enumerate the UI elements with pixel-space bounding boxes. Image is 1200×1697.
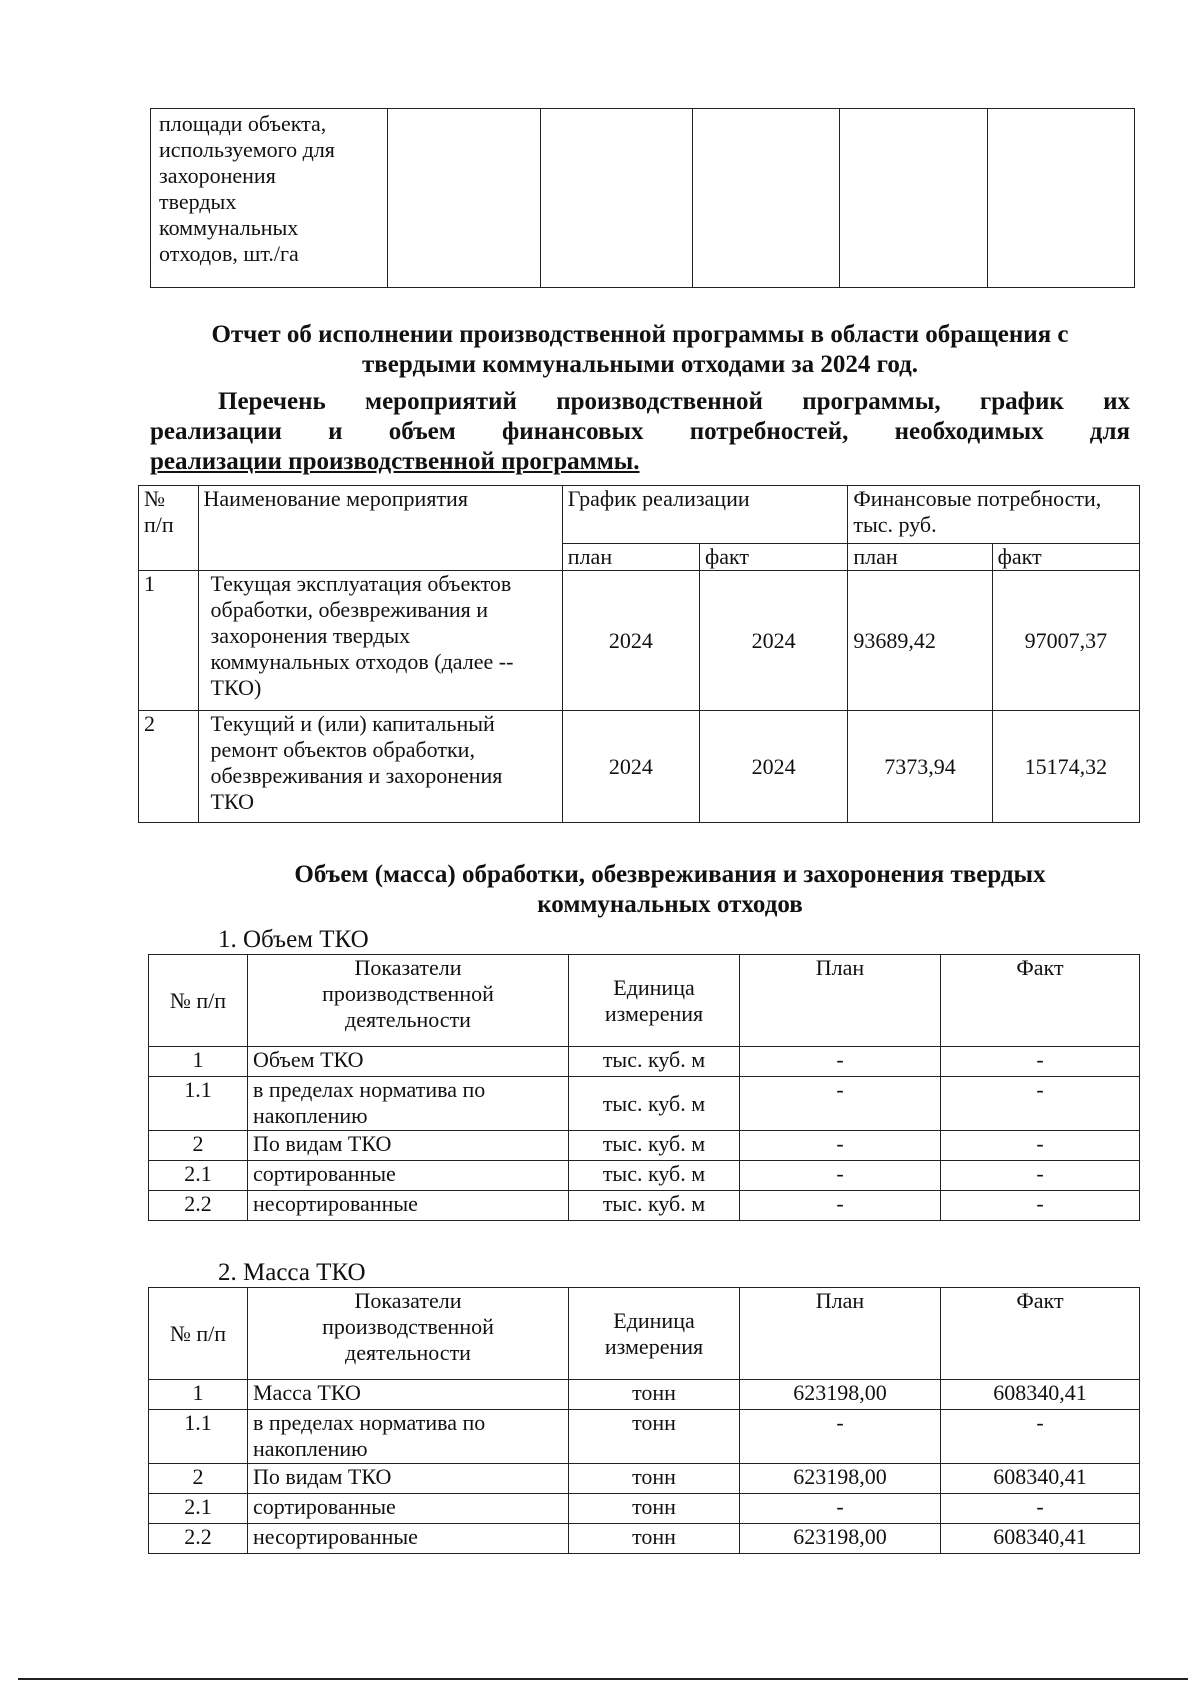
row-plan: - xyxy=(740,1131,941,1161)
row-sched-fact: 2024 xyxy=(700,571,848,711)
row-fin-plan: 93689,42 xyxy=(848,571,992,711)
row-sched-plan: 2024 xyxy=(562,711,699,823)
row-unit: тыс. куб. м xyxy=(569,1077,740,1131)
header-indicator xyxy=(248,1288,569,1380)
row-num: 1.1 xyxy=(149,1077,248,1131)
header-sched-plan: план xyxy=(562,544,699,571)
header-name: Наименование мероприятия xyxy=(198,486,562,571)
row-unit: тыс. куб. м xyxy=(569,1131,740,1161)
table-row xyxy=(149,1161,1140,1191)
row-plan: - xyxy=(740,1077,941,1131)
row-name xyxy=(198,571,562,711)
header-indicator xyxy=(248,955,569,1047)
row-unit: тонн xyxy=(569,1464,740,1494)
fragment-line: площади объекта, xyxy=(159,111,327,136)
row-plan: - xyxy=(740,1410,941,1464)
row-name-line: ТКО xyxy=(210,789,254,814)
report-title-line: твердыми коммунальными отходами за 2024 год. xyxy=(362,351,918,378)
row-unit: тыс. куб. м xyxy=(569,1191,740,1221)
row-name: несортированные xyxy=(248,1191,569,1221)
header-plan: План xyxy=(740,1288,941,1380)
report-title xyxy=(140,320,1140,380)
row-plan: - xyxy=(740,1161,941,1191)
row-num: 2.2 xyxy=(149,1191,248,1221)
report-title-line: Отчет об исполнении производственной программы в области обращения с xyxy=(211,321,1069,348)
header-indicator-line: Показатели xyxy=(354,1288,462,1313)
fragment-empty-cell xyxy=(987,109,1134,288)
header-num: № п/п xyxy=(149,955,248,1047)
row-name-line: Текущая эксплуатация объектов xyxy=(210,571,512,596)
table-row xyxy=(139,711,1140,823)
table-row xyxy=(139,571,1140,711)
row-fact: 608340,41 xyxy=(941,1524,1140,1554)
row-fact: - xyxy=(941,1047,1140,1077)
measures-heading-line: реализации и объем финансовых потребностей, необходимых для xyxy=(150,418,1130,445)
row-fact: 608340,41 xyxy=(941,1380,1140,1410)
row-fact: - xyxy=(941,1494,1140,1524)
row-name-line: обезвреживания и захоронения xyxy=(210,763,503,788)
row-name-line: накоплению xyxy=(253,1436,368,1461)
row-fact: - xyxy=(941,1077,1140,1131)
row-unit: тонн xyxy=(569,1410,740,1464)
header-num xyxy=(139,486,199,571)
table-row xyxy=(149,1464,1140,1494)
row-num: 1.1 xyxy=(149,1410,248,1464)
fragment-empty-cell xyxy=(388,109,540,288)
fragment-line: коммунальных xyxy=(159,215,299,240)
row-unit: тонн xyxy=(569,1524,740,1554)
header-sched-fact: факт xyxy=(700,544,848,571)
measures-heading-line: Перечень мероприятий производственной программы, график их xyxy=(218,388,1130,415)
page-bottom-rule xyxy=(18,1678,1188,1680)
row-plan: 623198,00 xyxy=(740,1464,941,1494)
row-unit: тыс. куб. м xyxy=(569,1161,740,1191)
row-name-line: ремонт объектов обработки, xyxy=(210,737,475,762)
measures-heading-line: реализации производственной программы. xyxy=(150,448,640,475)
header-fin-plan: план xyxy=(848,544,992,571)
mass-subheading: 2. Масса ТКО xyxy=(218,1259,366,1286)
fragment-empty-cell xyxy=(692,109,839,288)
row-fin-plan: 7373,94 xyxy=(848,711,992,823)
fragment-empty-cell xyxy=(540,109,692,288)
volume-title-line: коммунальных отходов xyxy=(537,891,803,918)
row-name-line: накоплению xyxy=(253,1103,368,1128)
table-row xyxy=(149,1380,1140,1410)
table-row xyxy=(149,1191,1140,1221)
header-finance-line: Финансовые потребности, xyxy=(853,486,1102,511)
row-num: 1 xyxy=(139,571,199,711)
table-row xyxy=(149,1047,1140,1077)
fragment-indicator-cell xyxy=(151,109,388,288)
header-num-line: п/п xyxy=(144,512,174,537)
row-plan: - xyxy=(740,1494,941,1524)
row-fin-fact: 15174,32 xyxy=(992,711,1139,823)
fragment-line: захоронения xyxy=(159,163,276,188)
table-row xyxy=(149,1077,1140,1131)
row-name-line: в пределах норматива по xyxy=(253,1410,486,1435)
row-plan: 623198,00 xyxy=(740,1380,941,1410)
fragment-line: используемого для xyxy=(159,137,335,162)
table-row xyxy=(149,1131,1140,1161)
header-unit-line: Единица xyxy=(613,974,695,1000)
measures-table xyxy=(138,485,1140,823)
row-num: 2 xyxy=(149,1464,248,1494)
row-fact: - xyxy=(941,1410,1140,1464)
table-row xyxy=(149,1410,1140,1464)
row-unit: тонн xyxy=(569,1494,740,1524)
header-fact: Факт xyxy=(941,1288,1140,1380)
row-name: По видам ТКО xyxy=(248,1464,569,1494)
volume-subheading: 1. Объем ТКО xyxy=(218,926,369,953)
row-fin-fact: 97007,37 xyxy=(992,571,1139,711)
header-indicator-line: производственной xyxy=(322,981,494,1006)
header-finance-line: тыс. руб. xyxy=(853,512,937,537)
row-name xyxy=(248,1077,569,1131)
volume-title-line: Объем (масса) обработки, обезвреживания и захоронения твердых xyxy=(294,861,1046,888)
row-sched-plan: 2024 xyxy=(562,571,699,711)
header-fact: Факт xyxy=(941,955,1140,1047)
row-num: 2.1 xyxy=(149,1494,248,1524)
row-num: 2.2 xyxy=(149,1524,248,1554)
header-indicator-line: деятельности xyxy=(345,1007,471,1032)
fragment-line: отходов, шт./га xyxy=(159,241,299,266)
row-name: Масса ТКО xyxy=(248,1380,569,1410)
row-num: 2 xyxy=(149,1131,248,1161)
row-name xyxy=(198,711,562,823)
volume-section-title xyxy=(210,860,1130,920)
table-row xyxy=(149,1494,1140,1524)
header-unit xyxy=(569,955,740,1047)
row-name xyxy=(248,1410,569,1464)
row-name-line: Текущий и (или) капитальный xyxy=(210,711,495,736)
row-name: Объем ТКО xyxy=(248,1047,569,1077)
row-fact: 608340,41 xyxy=(941,1464,1140,1494)
row-num: 2 xyxy=(139,711,199,823)
header-unit-line: измерения xyxy=(604,1333,704,1359)
measures-list-heading xyxy=(150,387,1130,477)
row-name-line: обработки, обезвреживания и xyxy=(210,597,489,622)
header-schedule: График реализации xyxy=(562,486,848,544)
table-row xyxy=(149,1524,1140,1554)
row-num: 1 xyxy=(149,1047,248,1077)
header-unit-line: измерения xyxy=(604,1000,704,1026)
header-unit xyxy=(569,1288,740,1380)
row-fact: - xyxy=(941,1161,1140,1191)
header-indicator-line: производственной xyxy=(322,1314,494,1339)
row-name: сортированные xyxy=(248,1161,569,1191)
fragment-line: твердых xyxy=(159,189,237,214)
row-plan: - xyxy=(740,1191,941,1221)
header-fin-fact: факт xyxy=(992,544,1139,571)
row-unit: тонн xyxy=(569,1380,740,1410)
header-finance xyxy=(848,486,1140,544)
row-fact: - xyxy=(941,1131,1140,1161)
row-name-line: коммунальных отходов (далее -- xyxy=(210,649,514,674)
row-name-line: ТКО) xyxy=(210,675,262,700)
volume-table xyxy=(148,954,1140,1221)
continued-table-fragment xyxy=(150,108,1135,288)
row-num: 1 xyxy=(149,1380,248,1410)
header-num-line: № xyxy=(144,486,165,511)
row-num: 2.1 xyxy=(149,1161,248,1191)
row-unit: тыс. куб. м xyxy=(569,1047,740,1077)
row-fact: - xyxy=(941,1191,1140,1221)
row-name-line: захоронения твердых xyxy=(210,623,411,648)
row-plan: 623198,00 xyxy=(740,1524,941,1554)
fragment-empty-cell xyxy=(840,109,987,288)
row-name-line: в пределах норматива по xyxy=(253,1077,486,1102)
row-name: сортированные xyxy=(248,1494,569,1524)
row-plan: - xyxy=(740,1047,941,1077)
header-unit-line: Единица xyxy=(613,1307,695,1333)
header-plan: План xyxy=(740,955,941,1047)
row-sched-fact: 2024 xyxy=(700,711,848,823)
mass-table xyxy=(148,1287,1140,1554)
row-name: несортированные xyxy=(248,1524,569,1554)
header-indicator-line: деятельности xyxy=(345,1340,471,1365)
row-name: По видам ТКО xyxy=(248,1131,569,1161)
header-indicator-line: Показатели xyxy=(354,955,462,980)
header-num: № п/п xyxy=(149,1288,248,1380)
